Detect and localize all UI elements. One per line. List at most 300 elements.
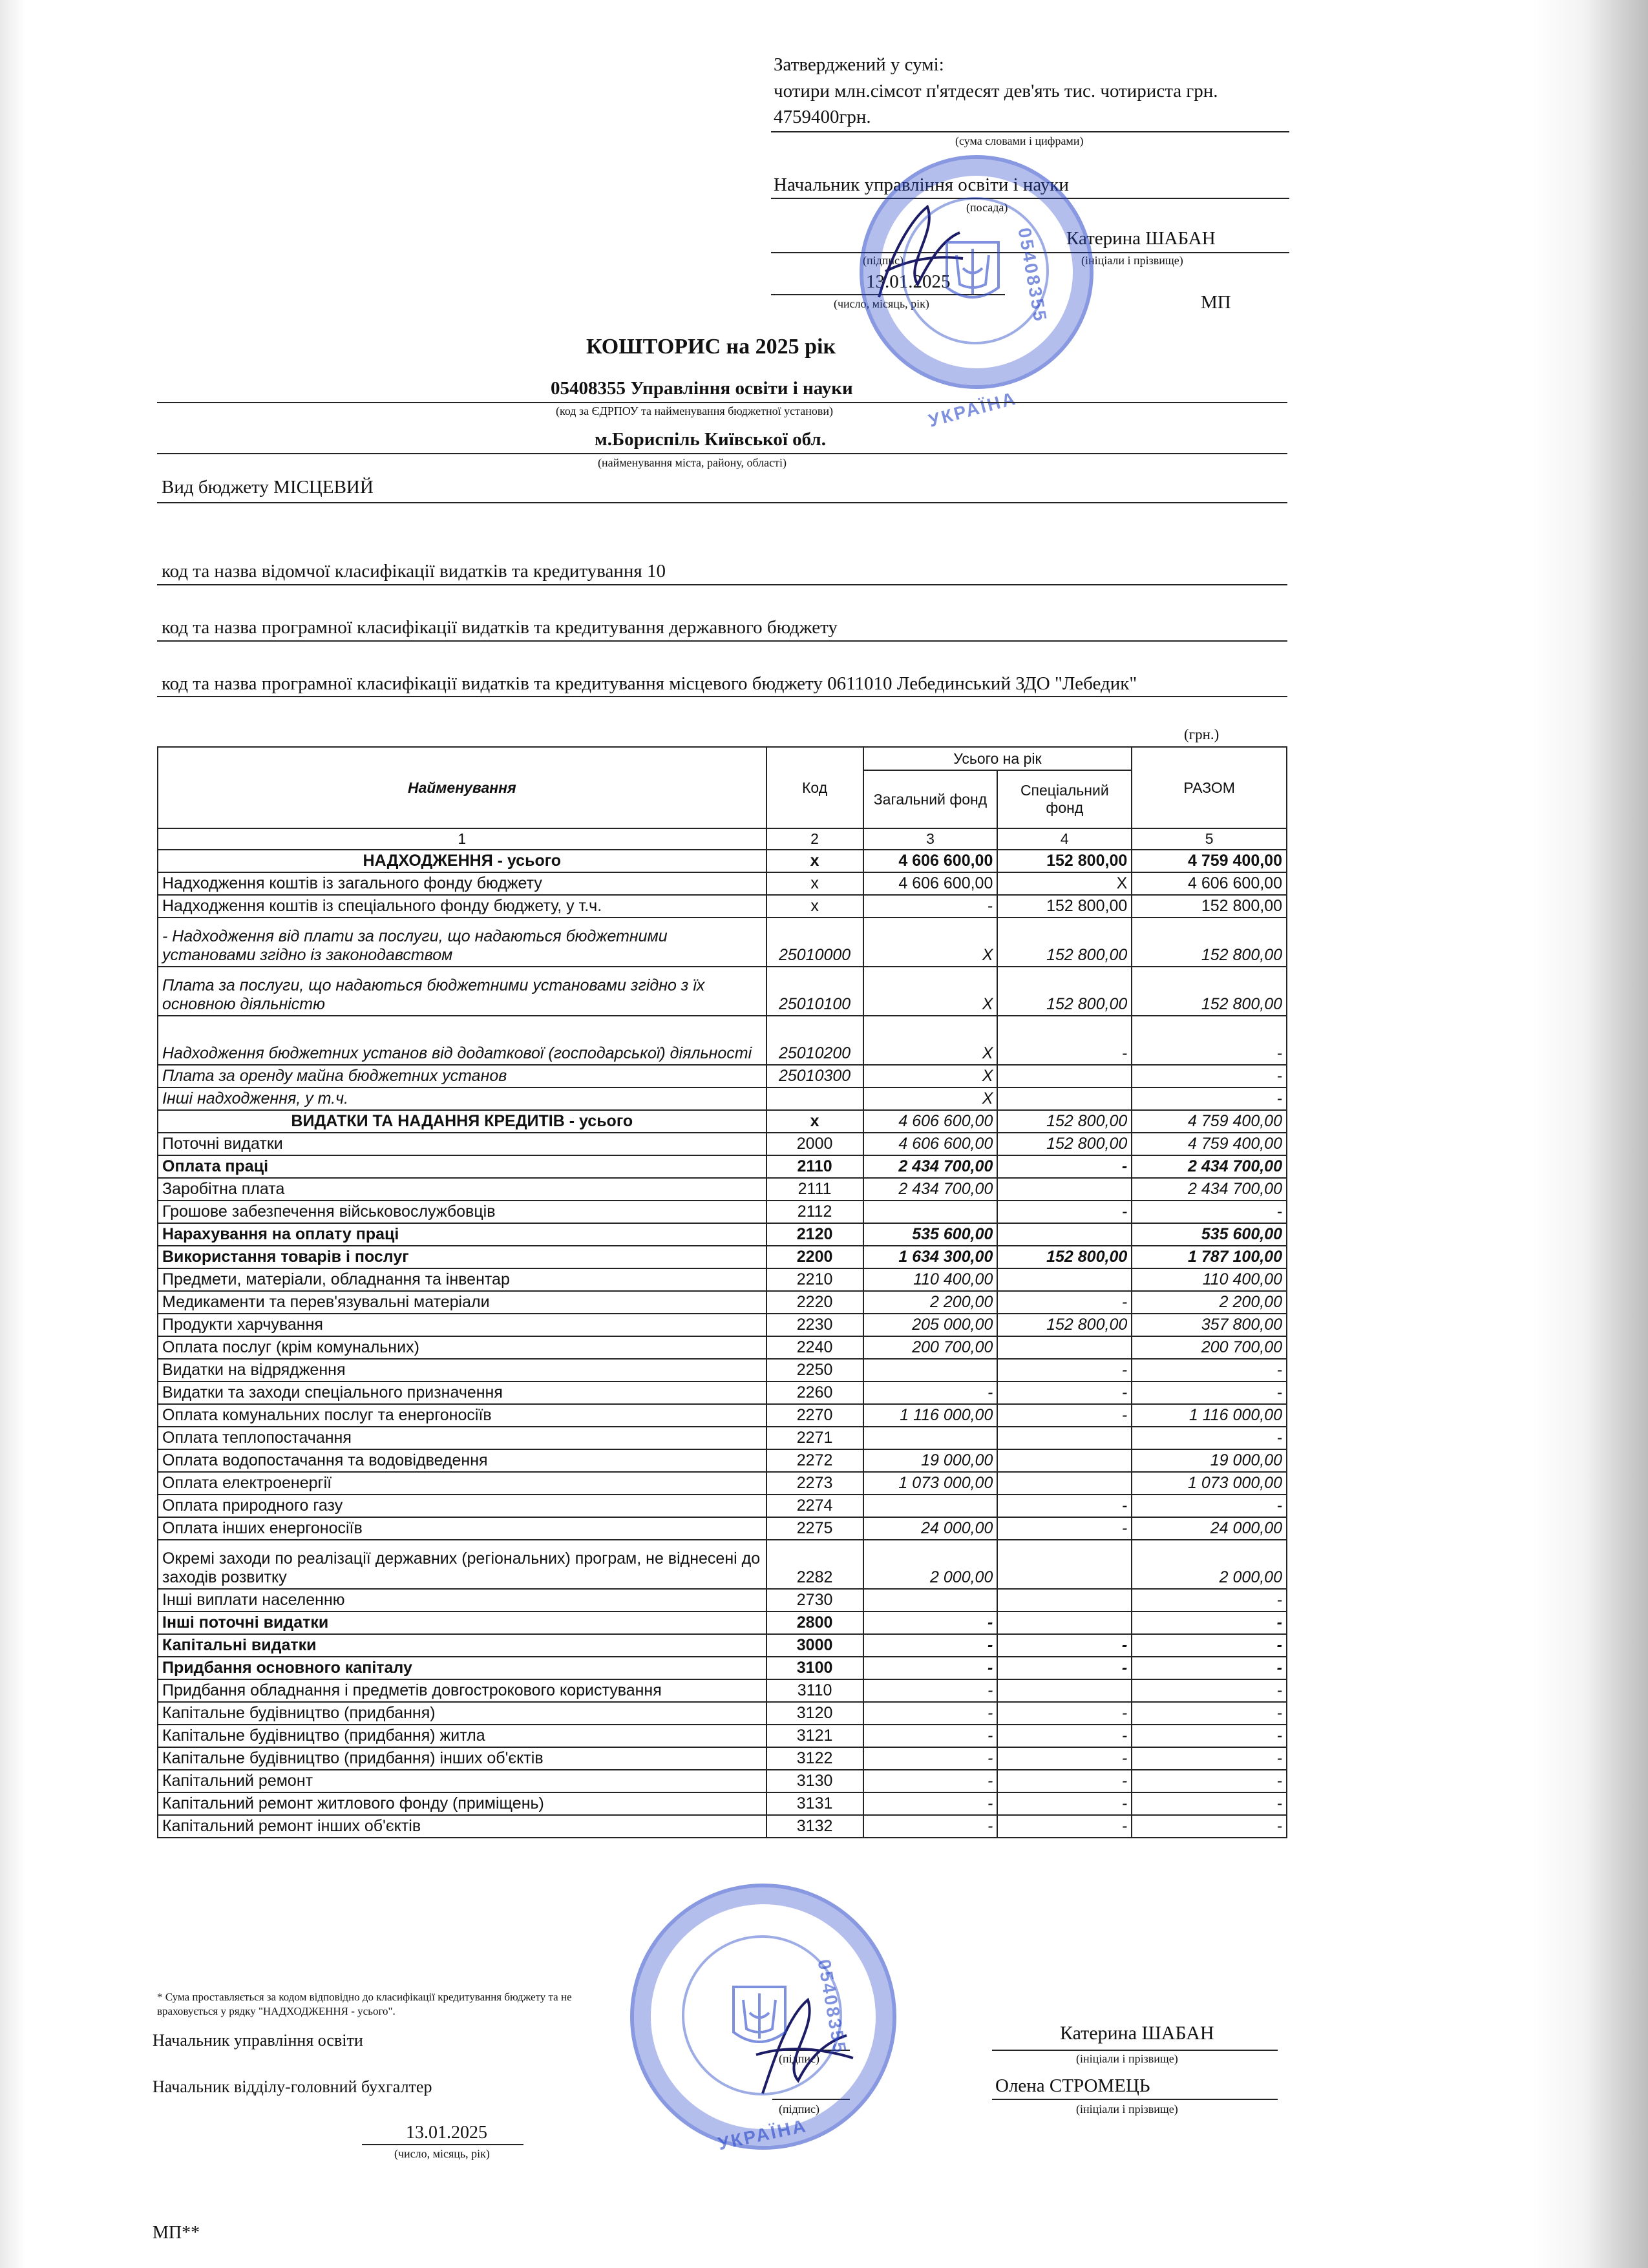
- cell-total: 2 434 700,00: [1132, 1178, 1287, 1201]
- cell-total: -: [1132, 1679, 1287, 1702]
- cell-general-fund: -: [863, 895, 998, 918]
- cell-general-fund: 1 073 000,00: [863, 1472, 998, 1495]
- table-row: [158, 918, 1287, 967]
- table-row: [158, 1657, 1287, 1679]
- footnote: [157, 1990, 572, 2019]
- city-name: м.Бориспіль Київської обл.: [595, 429, 826, 450]
- cell-name: Плата за оренду майна бюджетних установ: [158, 1065, 766, 1087]
- cell-total: 200 700,00: [1132, 1336, 1287, 1359]
- table-row: [158, 1087, 1287, 1110]
- cell-special-fund: [997, 1612, 1132, 1634]
- cell-special-fund: [997, 1178, 1132, 1201]
- cell-general-fund: -: [863, 1634, 998, 1657]
- cell-code: 2120: [766, 1223, 863, 1246]
- cell-total: -: [1132, 1634, 1287, 1657]
- cell-general-fund: [863, 1495, 998, 1517]
- cell-special-fund: [997, 1472, 1132, 1495]
- cell-name: - Надходження від плати за послуги, що надаються бюджетними установами згідно із законодавством: [158, 918, 766, 967]
- cell-general-fund: 1 116 000,00: [863, 1404, 998, 1427]
- cell-general-fund: 19 000,00: [863, 1449, 998, 1472]
- table-row: [158, 1291, 1287, 1314]
- cell-special-fund: 152 800,00: [997, 918, 1132, 967]
- cell-code: 2272: [766, 1449, 863, 1472]
- approved-label: Затверджений у сумі:: [774, 54, 944, 75]
- cell-name: Інші поточні видатки: [158, 1612, 766, 1634]
- table-row: [158, 850, 1287, 872]
- local-program-underline: [157, 696, 1287, 697]
- cell-total: -: [1132, 1657, 1287, 1679]
- cell-total: 4 759 400,00: [1132, 1133, 1287, 1155]
- cell-total: 4 606 600,00: [1132, 872, 1287, 895]
- cell-special-fund: -: [997, 1404, 1132, 1427]
- table-row: [158, 1427, 1287, 1449]
- cell-total: 152 800,00: [1132, 918, 1287, 967]
- cell-code: 2800: [766, 1612, 863, 1634]
- cell-code: [766, 1087, 863, 1110]
- table-row: [158, 1589, 1287, 1612]
- state-program-classification: код та назва програмної класифікації видатків та кредитування державного бюджету: [162, 617, 838, 638]
- dept-classification-underline: [157, 584, 1287, 585]
- accountant-name-underline: [992, 2099, 1278, 2100]
- cell-code: 25010300: [766, 1065, 863, 1087]
- cell-total: -: [1132, 1427, 1287, 1449]
- trident-emblem-bottom: [721, 1977, 798, 2055]
- footer-date: 13.01.2025: [406, 2123, 487, 2143]
- column-number-3: 3: [863, 828, 998, 850]
- cell-special-fund: [997, 1449, 1132, 1472]
- city-underline: [157, 453, 1287, 454]
- header-total-year: Усього на рік: [863, 747, 1132, 770]
- institution-name: 05408355 Управління освіти і науки: [551, 378, 853, 399]
- column-number-1: 1: [158, 828, 766, 850]
- table-row: [158, 1747, 1287, 1770]
- cell-name: Капітальне будівництво (придбання) житла: [158, 1725, 766, 1747]
- cell-name: Плата за послуги, що надаються бюджетними установами згідно з їх основною діяльністю: [158, 967, 766, 1016]
- cell-special-fund: -: [997, 1747, 1132, 1770]
- cell-name: Оплата теплопостачання: [158, 1427, 766, 1449]
- cell-code: 2110: [766, 1155, 863, 1178]
- cell-general-fund: 4 606 600,00: [863, 1110, 998, 1133]
- cell-special-fund: [997, 1223, 1132, 1246]
- name-caption: (ініціали і прізвище): [1081, 254, 1183, 267]
- accountant-name: Олена СТРОМЕЦЬ: [995, 2075, 1150, 2096]
- currency-unit: (грн.): [1184, 726, 1220, 742]
- cell-total: -: [1132, 1747, 1287, 1770]
- cell-total: 535 600,00: [1132, 1223, 1287, 1246]
- cell-general-fund: 4 606 600,00: [863, 850, 998, 872]
- cell-general-fund: 205 000,00: [863, 1314, 998, 1336]
- cell-special-fund: -: [997, 1657, 1132, 1679]
- cell-name: Використання товарів і послуг: [158, 1246, 766, 1268]
- cell-general-fund: 1 634 300,00: [863, 1246, 998, 1268]
- cell-code: 3121: [766, 1725, 863, 1747]
- cell-name: Придбання обладнання і предметів довгострокового користування: [158, 1679, 766, 1702]
- cell-general-fund: 2 434 700,00: [863, 1178, 998, 1201]
- cell-code: 3130: [766, 1770, 863, 1792]
- cell-code: 2260: [766, 1381, 863, 1404]
- cell-total: -: [1132, 1792, 1287, 1815]
- cell-name: Інші надходження, у т.ч.: [158, 1087, 766, 1110]
- cell-total: 1 787 100,00: [1132, 1246, 1287, 1268]
- state-program-underline: [157, 640, 1287, 642]
- table-row: [158, 872, 1287, 895]
- cell-code: x: [766, 895, 863, 918]
- cell-name: Предмети, матеріали, обладнання та інвентар: [158, 1268, 766, 1291]
- city-caption: (найменування міста, району, області): [598, 456, 787, 469]
- cell-total: -: [1132, 1016, 1287, 1065]
- cell-total: 152 800,00: [1132, 967, 1287, 1016]
- cell-general-fund: 535 600,00: [863, 1223, 998, 1246]
- cell-general-fund: 200 700,00: [863, 1336, 998, 1359]
- table-row: [158, 1314, 1287, 1336]
- table-row: [158, 1517, 1287, 1540]
- cell-total: -: [1132, 1702, 1287, 1725]
- cell-code: 3132: [766, 1815, 863, 1838]
- cell-total: -: [1132, 1201, 1287, 1223]
- approver-name: Катерина ШАБАН: [1066, 228, 1216, 249]
- cell-general-fund: [863, 1427, 998, 1449]
- cell-special-fund: -: [997, 1016, 1132, 1065]
- cell-name: Капітальний ремонт інших об'єктів: [158, 1815, 766, 1838]
- cell-special-fund: -: [997, 1291, 1132, 1314]
- cell-name: Надходження бюджетних установ від додаткової (господарської) діяльності: [158, 1016, 766, 1065]
- cell-special-fund: [997, 1065, 1132, 1087]
- cell-name: Капітальний ремонт житлового фонду (приміщень): [158, 1792, 766, 1815]
- cell-name: Оплата послуг (крім комунальних): [158, 1336, 766, 1359]
- stamp-code-top: 05408355: [1014, 226, 1051, 324]
- header-sum: РАЗОМ: [1132, 747, 1287, 828]
- footer-date-underline: [362, 2144, 523, 2145]
- cell-code: 2250: [766, 1359, 863, 1381]
- table-row: [158, 1792, 1287, 1815]
- cell-general-fund: -: [863, 1815, 998, 1838]
- cell-special-fund: 152 800,00: [997, 967, 1132, 1016]
- table-row: [158, 1178, 1287, 1201]
- approval-date: 13.01.2025: [866, 271, 951, 292]
- table-row: [158, 1495, 1287, 1517]
- cell-code: 2240: [766, 1336, 863, 1359]
- cell-general-fund: X: [863, 1087, 998, 1110]
- document-title: КОШТОРИС на 2025 рік: [586, 335, 836, 359]
- cell-total: -: [1132, 1087, 1287, 1110]
- cell-general-fund: [863, 1201, 998, 1223]
- cell-code: 2275: [766, 1517, 863, 1540]
- cell-code: 3100: [766, 1657, 863, 1679]
- cell-special-fund: -: [997, 1634, 1132, 1657]
- signature-caption: (підпис): [863, 254, 904, 267]
- cell-general-fund: -: [863, 1702, 998, 1725]
- cell-name: Окремі заходи по реалізації державних (регіональних) програм, не віднесені до заходів розвитку: [158, 1540, 766, 1589]
- table-row: [158, 1404, 1287, 1427]
- cell-general-fund: 2 000,00: [863, 1540, 998, 1589]
- table-body: [158, 850, 1287, 1838]
- table-row: [158, 1472, 1287, 1495]
- cell-special-fund: -: [997, 1495, 1132, 1517]
- cell-total: 24 000,00: [1132, 1517, 1287, 1540]
- cell-name: Видатки та заходи спеціального призначення: [158, 1381, 766, 1404]
- position-caption: (посада): [966, 201, 1008, 214]
- cell-special-fund: -: [997, 1770, 1132, 1792]
- cell-total: 357 800,00: [1132, 1314, 1287, 1336]
- cell-name: Капітальний ремонт: [158, 1770, 766, 1792]
- table-row: [158, 1612, 1287, 1634]
- cell-general-fund: 2 434 700,00: [863, 1155, 998, 1178]
- cell-total: 2 000,00: [1132, 1540, 1287, 1589]
- footnote-line-2: враховується у рядку "НАДХОДЖЕННЯ - усього".: [157, 2005, 396, 2017]
- cell-special-fund: [997, 1336, 1132, 1359]
- cell-name: Надходження коштів із спеціального фонду бюджету, у т.ч.: [158, 895, 766, 918]
- budget-type: Вид бюджету МІСЦЕВИЙ: [162, 477, 374, 498]
- cell-code: 2111: [766, 1178, 863, 1201]
- cell-special-fund: 152 800,00: [997, 850, 1132, 872]
- accountant-signature-caption: (підпис): [779, 2103, 820, 2116]
- cell-code: 2112: [766, 1201, 863, 1223]
- institution-caption: (код за ЄДРПОУ та найменування бюджетної установи): [556, 404, 833, 417]
- cell-code: x: [766, 1110, 863, 1133]
- approver-position: Начальник управління освіти і науки: [774, 174, 1069, 195]
- scan-edge-left: [0, 0, 26, 2268]
- header-name: Найменування: [158, 747, 766, 828]
- cell-general-fund: -: [863, 1679, 998, 1702]
- cell-name: Оплата електроенергії: [158, 1472, 766, 1495]
- cell-name: Видатки на відрядження: [158, 1359, 766, 1381]
- cell-name: Продукти харчування: [158, 1314, 766, 1336]
- footnote-line-1: * Сума проставляється за кодом відповідно до класифікації кредитування бюджету та не: [157, 1991, 572, 2003]
- cell-total: -: [1132, 1065, 1287, 1087]
- head-name-underline: [992, 2050, 1278, 2051]
- amount-caption: (сума словами і цифрами): [955, 134, 1084, 147]
- table-row: [158, 1201, 1287, 1223]
- cell-special-fund: 152 800,00: [997, 895, 1132, 918]
- approved-amount-digits: 4759400грн.: [774, 107, 871, 127]
- cell-total: 2 434 700,00: [1132, 1155, 1287, 1178]
- cell-general-fund: 4 606 600,00: [863, 872, 998, 895]
- stamp-country-top: УКРАЇНА: [926, 388, 1019, 431]
- cell-general-fund: X: [863, 918, 998, 967]
- cell-code: 3000: [766, 1634, 863, 1657]
- cell-total: 1 116 000,00: [1132, 1404, 1287, 1427]
- table-row: [158, 1065, 1287, 1087]
- head-title: Начальник управління освіти: [153, 2031, 363, 2050]
- cell-name: Нарахування на оплату праці: [158, 1223, 766, 1246]
- table-row: [158, 1223, 1287, 1246]
- footer-date-caption: (число, місяць, рік): [394, 2147, 490, 2160]
- table-row: [158, 1449, 1287, 1472]
- header-code: Код: [766, 747, 863, 828]
- cell-code: 25010100: [766, 967, 863, 1016]
- cell-general-fund: -: [863, 1725, 998, 1747]
- cell-total: -: [1132, 1815, 1287, 1838]
- cell-general-fund: -: [863, 1747, 998, 1770]
- cell-name: Оплата праці: [158, 1155, 766, 1178]
- trident-emblem-top: [934, 233, 1011, 310]
- cell-code: 2282: [766, 1540, 863, 1589]
- cell-name: ВИДАТКИ ТА НАДАННЯ КРЕДИТІВ - усього: [158, 1110, 766, 1133]
- cell-total: 152 800,00: [1132, 895, 1287, 918]
- cell-code: 2210: [766, 1268, 863, 1291]
- cell-special-fund: X: [997, 872, 1132, 895]
- table-row: [158, 1133, 1287, 1155]
- scan-edge-right: [1532, 0, 1648, 2268]
- head-name-caption: (ініціали і прізвище): [1076, 2052, 1178, 2065]
- cell-special-fund: -: [997, 1517, 1132, 1540]
- table-row: [158, 1770, 1287, 1792]
- cell-name: НАДХОДЖЕННЯ - усього: [158, 850, 766, 872]
- cell-total: -: [1132, 1495, 1287, 1517]
- cell-general-fund: 4 606 600,00: [863, 1133, 998, 1155]
- cell-code: 25010000: [766, 918, 863, 967]
- cell-code: 2730: [766, 1589, 863, 1612]
- cell-special-fund: 152 800,00: [997, 1133, 1132, 1155]
- cell-special-fund: 152 800,00: [997, 1110, 1132, 1133]
- cell-name: Медикаменти та перев'язувальні матеріали: [158, 1291, 766, 1314]
- header-general-fund: Загальний фонд: [863, 770, 998, 828]
- cell-total: 4 759 400,00: [1132, 850, 1287, 872]
- footer-seal-mark: МП**: [153, 2223, 200, 2243]
- header-special-fund: Спеціальний фонд: [997, 770, 1132, 828]
- cell-special-fund: [997, 1087, 1132, 1110]
- cell-special-fund: -: [997, 1201, 1132, 1223]
- cell-special-fund: -: [997, 1792, 1132, 1815]
- cell-general-fund: X: [863, 1065, 998, 1087]
- cell-special-fund: 152 800,00: [997, 1314, 1132, 1336]
- cell-code: 3120: [766, 1702, 863, 1725]
- cell-name: Оплата комунальних послуг та енергоносіїв: [158, 1404, 766, 1427]
- cell-code: 2270: [766, 1404, 863, 1427]
- local-program-classification: код та назва програмної класифікації видатків та кредитування місцевого бюджету 0611010 Лебединський ЗДО "Лебедик": [162, 673, 1137, 694]
- table-row: [158, 1336, 1287, 1359]
- cell-code: 3122: [766, 1747, 863, 1770]
- cell-code: 3110: [766, 1679, 863, 1702]
- accountant-title: Начальник відділу-головний бухгалтер: [153, 2077, 432, 2096]
- table-row: [158, 1246, 1287, 1268]
- cell-general-fund: -: [863, 1381, 998, 1404]
- accountant-name-caption: (ініціали і прізвище): [1076, 2103, 1178, 2116]
- head-signature-caption: (підпис): [779, 2052, 820, 2065]
- table-row: [158, 1110, 1287, 1133]
- column-number-5: 5: [1132, 828, 1287, 850]
- cell-general-fund: 110 400,00: [863, 1268, 998, 1291]
- cell-general-fund: 24 000,00: [863, 1517, 998, 1540]
- table-row: [158, 1679, 1287, 1702]
- cell-name: Придбання основного капіталу: [158, 1657, 766, 1679]
- cell-special-fund: [997, 1540, 1132, 1589]
- cell-name: Капітальні видатки: [158, 1634, 766, 1657]
- cell-code: 3131: [766, 1792, 863, 1815]
- seal-mark: МП: [1201, 292, 1231, 313]
- cell-total: 1 073 000,00: [1132, 1472, 1287, 1495]
- estimate-table: [157, 746, 1287, 1838]
- cell-name: Надходження коштів із загального фонду бюджету: [158, 872, 766, 895]
- cell-name: Капітальне будівництво (придбання) інших об'єктів: [158, 1747, 766, 1770]
- cell-special-fund: -: [997, 1725, 1132, 1747]
- cell-total: -: [1132, 1725, 1287, 1747]
- cell-code: 2273: [766, 1472, 863, 1495]
- cell-special-fund: [997, 1268, 1132, 1291]
- dept-classification: код та назва відомчої класифікації видатків та кредитування 10: [162, 561, 666, 582]
- cell-general-fund: X: [863, 1016, 998, 1065]
- cell-name: Капітальне будівництво (придбання): [158, 1702, 766, 1725]
- cell-name: Оплата природного газу: [158, 1495, 766, 1517]
- cell-general-fund: [863, 1359, 998, 1381]
- cell-special-fund: -: [997, 1155, 1132, 1178]
- cell-general-fund: -: [863, 1770, 998, 1792]
- table-row: [158, 1725, 1287, 1747]
- cell-special-fund: -: [997, 1381, 1132, 1404]
- cell-name: Інші виплати населенню: [158, 1589, 766, 1612]
- head-name: Катерина ШАБАН: [1060, 2022, 1214, 2044]
- cell-general-fund: [863, 1589, 998, 1612]
- cell-name: Поточні видатки: [158, 1133, 766, 1155]
- table-row: [158, 967, 1287, 1016]
- cell-code: 2220: [766, 1291, 863, 1314]
- table-row: [158, 1016, 1287, 1065]
- cell-total: -: [1132, 1589, 1287, 1612]
- cell-general-fund: 2 200,00: [863, 1291, 998, 1314]
- cell-special-fund: -: [997, 1359, 1132, 1381]
- table-row: [158, 1359, 1287, 1381]
- cell-code: 2271: [766, 1427, 863, 1449]
- cell-total: -: [1132, 1612, 1287, 1634]
- cell-name: Грошове забезпечення військовослужбовців: [158, 1201, 766, 1223]
- cell-special-fund: -: [997, 1815, 1132, 1838]
- cell-code: 2230: [766, 1314, 863, 1336]
- table-row: [158, 1268, 1287, 1291]
- cell-code: x: [766, 872, 863, 895]
- cell-code: 25010200: [766, 1016, 863, 1065]
- column-number-4: 4: [997, 828, 1132, 850]
- cell-total: 110 400,00: [1132, 1268, 1287, 1291]
- cell-total: 19 000,00: [1132, 1449, 1287, 1472]
- table-row: [158, 1381, 1287, 1404]
- cell-general-fund: -: [863, 1792, 998, 1815]
- cell-code: 2000: [766, 1133, 863, 1155]
- cell-total: -: [1132, 1770, 1287, 1792]
- approved-amount-words: чотири млн.сімсот п'ятдесят дев'ять тис. чотириста грн.: [774, 81, 1218, 101]
- table-row: [158, 1815, 1287, 1838]
- stamp-country-bottom: УКРАЇНА: [716, 2115, 809, 2154]
- table-row: [158, 1702, 1287, 1725]
- cell-general-fund: -: [863, 1657, 998, 1679]
- cell-total: 2 200,00: [1132, 1291, 1287, 1314]
- cell-name: Оплата водопостачання та водовідведення: [158, 1449, 766, 1472]
- table-row: [158, 1634, 1287, 1657]
- cell-name: Заробітна плата: [158, 1178, 766, 1201]
- cell-special-fund: -: [997, 1702, 1132, 1725]
- cell-special-fund: [997, 1427, 1132, 1449]
- column-number-2: 2: [766, 828, 863, 850]
- cell-code: x: [766, 850, 863, 872]
- cell-name: Оплата інших енергоносіїв: [158, 1517, 766, 1540]
- cell-special-fund: 152 800,00: [997, 1246, 1132, 1268]
- cell-special-fund: [997, 1679, 1132, 1702]
- table-row: [158, 1540, 1287, 1589]
- budget-type-underline: [157, 502, 1287, 503]
- stamp-code-bottom: 05408355: [814, 1958, 850, 2056]
- amount-underline: [771, 131, 1289, 132]
- cell-special-fund: [997, 1589, 1132, 1612]
- cell-code: 2274: [766, 1495, 863, 1517]
- cell-general-fund: -: [863, 1612, 998, 1634]
- cell-total: -: [1132, 1359, 1287, 1381]
- date-caption: (число, місяць, рік): [834, 297, 929, 310]
- cell-total: -: [1132, 1381, 1287, 1404]
- table-row: [158, 895, 1287, 918]
- cell-total: 4 759 400,00: [1132, 1110, 1287, 1133]
- table-row: [158, 1155, 1287, 1178]
- institution-underline: [157, 402, 1287, 403]
- cell-code: 2200: [766, 1246, 863, 1268]
